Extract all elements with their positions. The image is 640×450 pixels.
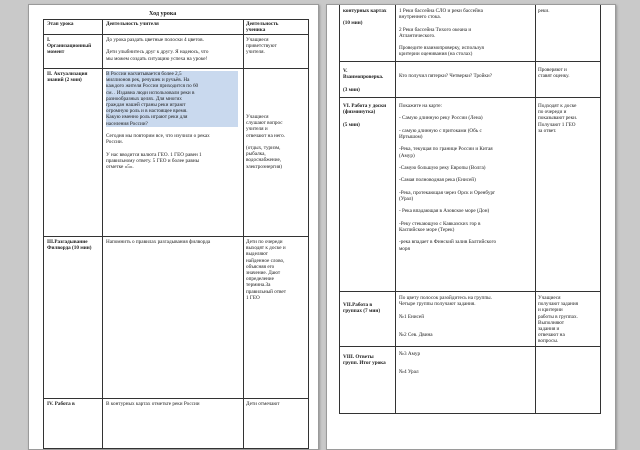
row-divider	[340, 291, 600, 292]
header-teacher: Деятельность учителя	[106, 21, 159, 27]
stage-cell: контурных картах (10 мин)	[343, 8, 387, 27]
student-cell: Проверяют и ставят оценку.	[538, 67, 570, 80]
document-page-left	[28, 4, 319, 450]
highlighted-question-text: В России насчитывается более 2,5 миллионов рек, речушек и ручьёв. На каждого жителя России приходится по 60 см. . Издавна люди использовали реки в разнообразных целях. Для многих граждан нашей страны реки играют огромную роль и в настоящее время. Какую именно роль играют реки для населения России?	[106, 71, 238, 127]
teacher-cell: Сегодня мы повторим все, что изучили о реках России. У нас вводится валюта ГЕО. 1 ГЕО равен 1 правильному ответу. 5 ГЕО и более равны отметке «5».	[106, 133, 210, 171]
lesson-title: Ход урока	[149, 11, 177, 17]
teacher-cell: Кто получил пятерки? Четверки? Тройки?	[399, 73, 493, 79]
row-divider	[44, 236, 308, 237]
student-cell: реки.	[538, 8, 550, 14]
row-divider	[44, 68, 308, 69]
student-cell: Дети отмечают	[246, 401, 280, 407]
row-divider	[44, 34, 308, 35]
row-divider	[340, 61, 600, 62]
stage-cell: VI. Работа у доски (физминутка) (5 мин)	[343, 103, 387, 128]
student-cell: Подходят к доске по очереди и показывают реки. Получают 1 ГЕО за ответ.	[538, 103, 578, 134]
student-cell: Учащиеся слушают вопрос учителя и отвечают на него. (отдых, туризм, рыбалка, водоснабжение, электроэнергия)	[246, 114, 286, 170]
teacher-cell: В контурных картах отметьте реки России	[106, 401, 200, 407]
row-divider	[44, 398, 308, 399]
document-page-right	[326, 4, 616, 450]
row-divider	[340, 97, 600, 98]
student-cell: Учащиеся получают задания и критерии работы в группах. Выполняют задания и отвечают на вопросы.	[538, 295, 578, 345]
teacher-cell: До урока раздать цветные полоски 4 цветов. Дети улыбнитесь друг к другу. Я надеюсь, что мы можем создать ситуацию успеха на уроке!	[106, 37, 209, 62]
column-divider	[395, 5, 396, 413]
teacher-cell: По цвету полосок разойдитесь на группы. Четыре группы получают задания. №1 Енисей №2 Сев. Двина №3 Амур №4 Урал	[399, 295, 492, 376]
stage-cell: II. Актуализация знаний (2 мин)	[47, 71, 88, 84]
teacher-cell: 1 Реки бассейна СЛО и реки бассейна внутреннего стока. 2 Реки бассейна Тихого океана и Атлантического. Проведите взаимопроверку, используя критерии оценивания (на столах)	[399, 8, 484, 58]
stage-cell: III.Разгадывание Филворда (10 мин)	[47, 239, 92, 252]
stage-cell: VII.Работа в группах (7 мин)	[343, 302, 381, 315]
student-cell: Учащиеся приветствуют учителя.	[246, 37, 277, 56]
stage-cell: I. Организационный момент	[47, 37, 92, 56]
header-stage: Этап урока	[47, 21, 74, 27]
lesson-table-right	[339, 4, 601, 414]
student-cell: Дети по очереди выходят к доске и выделяют найденное слово, объясняя его значение. Дают определение термина.За правильный ответ 1 ГЕО	[246, 239, 286, 301]
lesson-table-left	[43, 19, 309, 449]
column-divider	[535, 5, 536, 413]
column-divider	[243, 20, 244, 448]
stage-cell: IV. Работа в	[47, 401, 75, 407]
header-student: Деятельность ученика	[246, 21, 279, 34]
column-divider	[102, 20, 103, 448]
teacher-cell: Напомнить о правилах разгадывания филворда	[106, 239, 211, 245]
stage-cell: V. Взаимопроверка. (3 мин)	[343, 68, 384, 93]
stage-cell: VIII. Ответы групп. Итог урока	[343, 354, 386, 367]
teacher-cell: Покажите на карте: - Самую длинную реку России (Лена) - самую длинную с притоками (Обь с Иртышом) -Река, текущая по границе России и Китая (Амур) -Самую большую реку Европы (Волга) -Самая полноводная река (Енисей) -Река, протекающая через Орск и Оренбург (Урал) - Река впадающая в Азовское море (Дон) -Реку стекающую с Кавказских гор в Каспийское море (Терек) -река впадает в Финский залив Балтийского моря	[399, 103, 497, 252]
